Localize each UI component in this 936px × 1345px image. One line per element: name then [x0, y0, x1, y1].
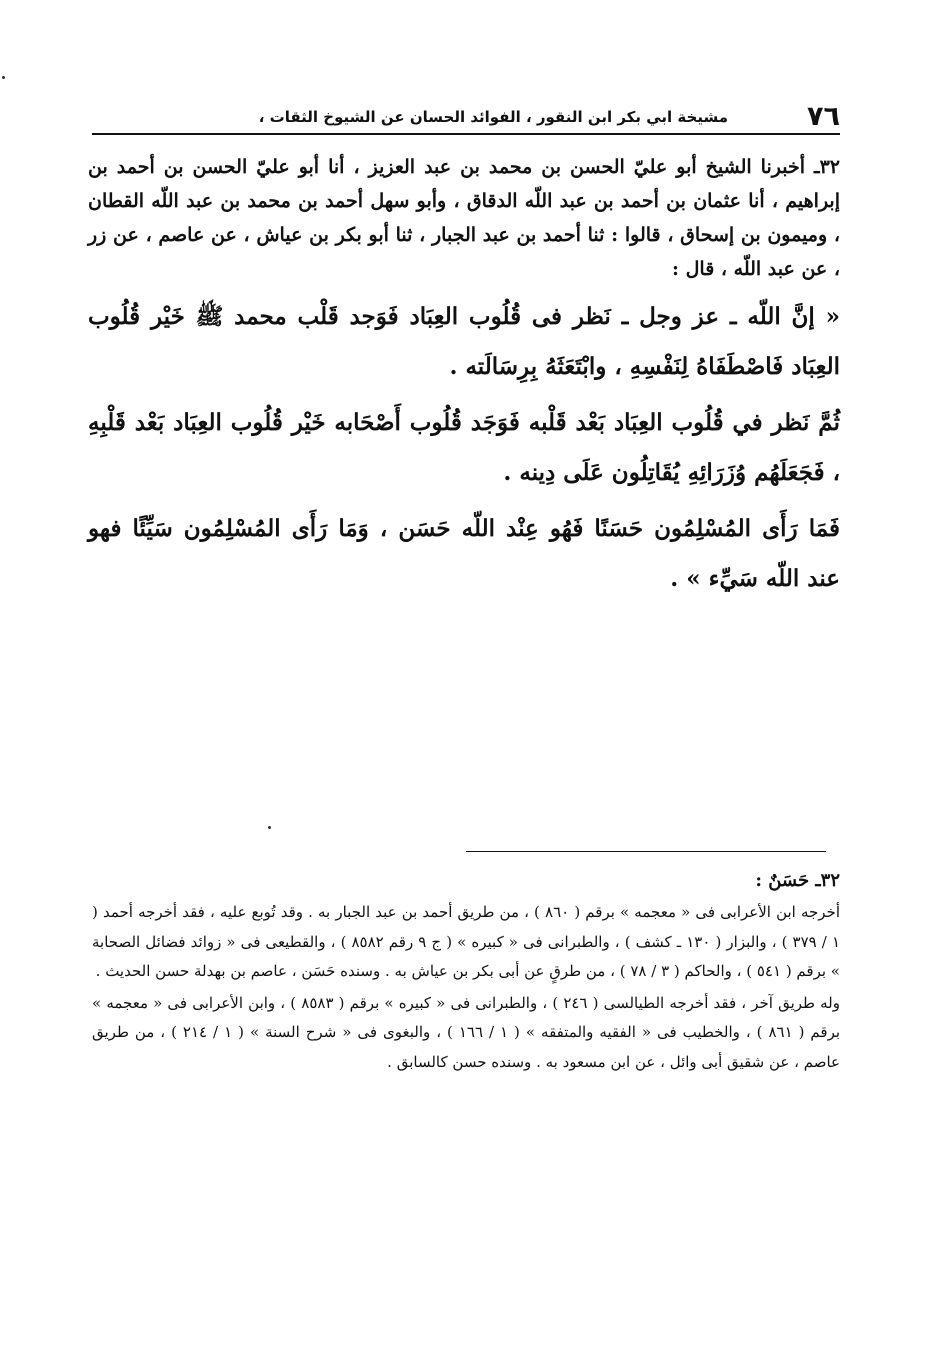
header-rule: [92, 133, 840, 135]
number-dash: ـ: [805, 156, 820, 178]
isnad-text: الشيخ أبو عليّ الحسن بن محمد بن عبد العزيز ، أنا أبو عليّ الحسن بن أحمد بن إبراهيم ، أنا عثمان بن أحمد بن عبد اللّه الدقاق ، وأبو سهل أحمد بن محمد بن عبد اللّه القطان ، وميمون بن إسحاق ، قالوا : ثنا أحمد بن عبد الجبار ، ثنا أبو بكر بن عياش ، عن عاصم ، عن زر ، عن عبد اللّه ، قال :: [88, 156, 840, 280]
matn-paragraph-3: فَمَا رَأَى المُسْلِمُون حَسَنًا فَهُو عِنْد اللّه حَسَن ، وَمَا رَأَى المُسْلِمُون سَيِّئًا فهو عند اللّه سَيِّء » .: [88, 515, 840, 592]
hadith-number: ٣٢: [819, 156, 840, 178]
matn-paragraph-1: « إنَّ اللّه ـ عز وجل ـ نَظر فى قُلُوب العِبَاد فَوَجد قَلْب محمد ﷺ خَيْر قُلُوب العِبَاد فَاصْطَفَاهُ لِنَفْسِهِ ، وابْتَعَثَهُ بِرِسَالَته .: [88, 303, 840, 380]
footnote-paragraph-1: أخرجه ابن الأعرابى فى « معجمه » برقم ( ٨٦٠ ) ، من طريق أحمد بن عبد الجبار به . وقد تُوبع عليه ، فقد أخرجه أحمد ( ١ / ٣٧٩ ) ، والبزار ( ١٣٠ ـ كشف ) ، والطبرانى فى « كبيره » ( ج ٩ رقم ٨٥٨٢ ) ، والقطيعى فى « زوائد فضائل الصحابة » برقم ( ٥٤١ ) ، والحاكم ( ٣ / ٧٨ ) ، من طرقٍ عن أبى بكر بن عياش به . وسنده حَسَن ، عاصم بن بهدلة حسن الحديث .: [92, 903, 840, 981]
matn-paragraph-2: ثُمَّ نَظر في قُلُوب العِبَاد بَعْد قَلْبه فَوَجَد قُلُوب أَصْحَابه خَيْر قُلُوب العِبَاد بَعْد قَلْبِهِ ، فَجَعَلَهُم وُزَرَائِهِ يُقَاتِلُون عَلَى دِينه .: [88, 409, 840, 486]
isnad-paragraph: [88, 150, 840, 286]
footnote-paragraph-2: وله طريق آخر ، فقد أخرجه الطيالسى ( ٢٤٦ ) ، والطبرانى فى « كبيره » برقم ( ٨٥٨٣ ) ، وابن الأعرابى فى « معجمه » برقم ( ٨٦١ ) ، والخطيب فى « الفقيه والمتفقه » ( ١ / ١٦٦ ) ، والبغوى فى « شرح السنة » ( ١ / ٢١٤ ) ، من طريق عاصم ، عن شقيق أبى وائل ، عن ابن مسعود به . وسنده حسن كالسابق .: [92, 993, 841, 1071]
ikhbar-word: أخبرنا: [760, 156, 805, 178]
footnotes: [92, 866, 840, 1078]
stray-dot: [2, 76, 5, 79]
footnote-heading: ٣٢ـ حَسَنٌ :: [755, 870, 840, 891]
footnote-separator: [466, 851, 826, 852]
hadith-body: [88, 150, 840, 604]
running-title: مشيخة ابي بكر ابن النقور ، الفوائد الحسان عن الشيوخ الثقات ،: [258, 108, 728, 126]
stray-dot: [268, 826, 271, 829]
page-header: [92, 100, 840, 134]
page-number: ٧٦: [807, 101, 840, 132]
